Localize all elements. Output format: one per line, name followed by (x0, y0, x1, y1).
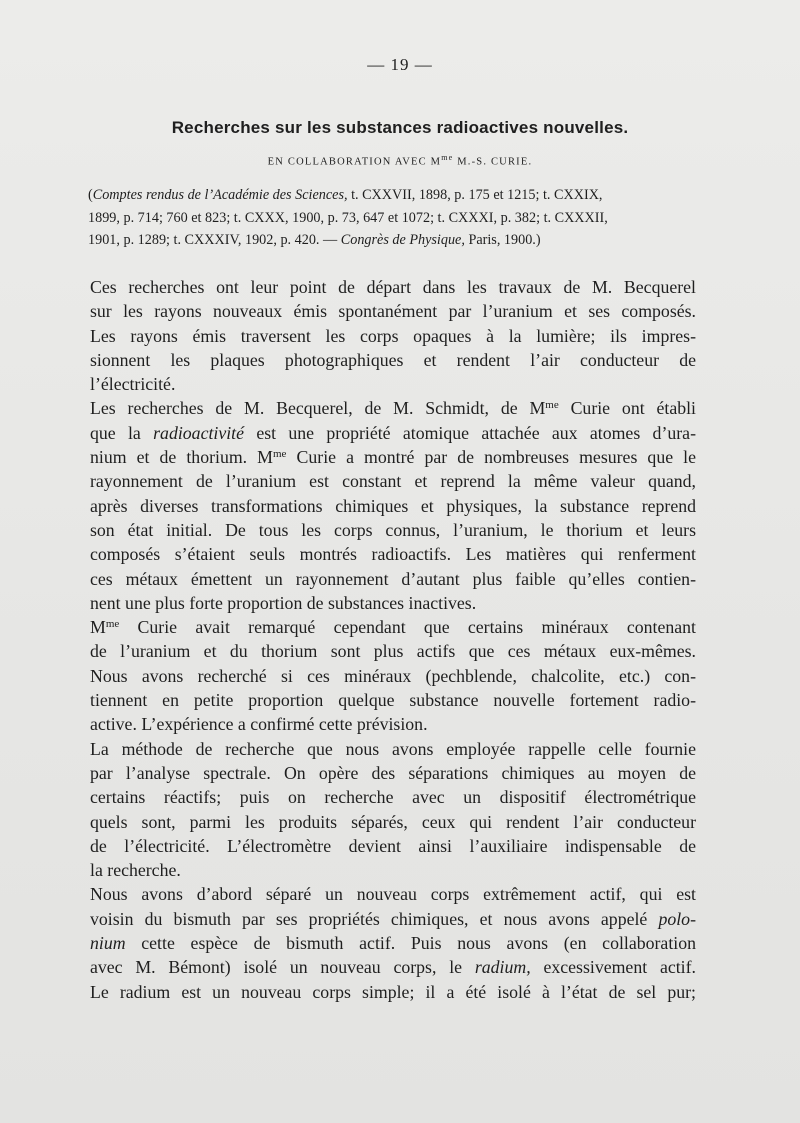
text-line: Nous avons recherché si ces minéraux (pechblende, chalcolite, etc.) con- (90, 665, 696, 686)
text-line: nium cette espèce de bismuth actif. Puis nous avons (en collaboration (90, 933, 696, 954)
page-number: — 19 — (367, 55, 433, 74)
text-line: voisin du bismuth par ses propriétés chimiques, et nous avons appelé polo- (90, 908, 696, 929)
text-line: Les recherches de M. Becquerel, de M. Schmidt, de $M^{me}$ Curie ont établi (90, 398, 696, 419)
citation-line: 1899, p. 714; 760 et 823; t. CXXX, 1900, p. 73, 647 et 1072; t. CXXXI, p. 382; t. CXXXII, (88, 209, 608, 226)
text-line: l’électricité. (90, 374, 176, 395)
text-line: Le radium est un nouveau corps simple; il a été isolé à l’état de sel pur; (90, 981, 696, 1002)
text-line: par l’analyse spectrale. On opère des séparations chimiques au moyen de (90, 762, 696, 783)
text-line: de l’électricité. L’électromètre devient ainsi l’auxiliaire indispensable de (90, 835, 696, 856)
text-line: active. L’expérience a confirmé cette prévision. (90, 714, 428, 735)
text-line: de l’uranium et du thorium sont plus actifs que ces métaux eux-mêmes. (90, 641, 696, 662)
text-line: Ces recherches ont leur point de départ dans les travaux de M. Becquerel (90, 277, 696, 297)
text-line: certains réactifs; puis on recherche avec un dispositif électrométrique (90, 787, 696, 808)
text-line: ces métaux émettent un rayonnement d’autant plus faible qu’elles contien- (90, 568, 696, 589)
text-line: Nous avons d’abord séparé un nouveau corps extrêmement actif, qui est (90, 884, 696, 905)
text-line: la recherche. (90, 860, 181, 881)
text-line: tiennent en petite proportion quelque substance nouvelle fortement radio- (90, 690, 696, 711)
text-line: rayonnement de l’uranium est constant et reprend la même valeur quand, (90, 471, 696, 492)
text-line: son état initial. De tous les corps connus, l’uranium, le thorium et leurs (90, 519, 696, 540)
body-text (90, 275, 696, 1004)
text-line: sionnent les plaques photographiques et rendent l’air conducteur de (90, 349, 696, 370)
citation-block (88, 184, 696, 252)
text-line: composés s’étaient seuls montrés radioactifs. Les matières qui renferment (90, 544, 696, 565)
text-line: après diverses transformations chimiques et physiques, la substance reprend (90, 495, 696, 516)
citation-line: (Comptes rendus de l’Académie des Sciences, t. CXXVII, 1898, p. 175 et 1215; t. CXXIX, (88, 187, 603, 203)
text-line: que la radioactivité est une propriété atomique attachée aux atomes d’ura- (90, 422, 696, 443)
article-title: Recherches sur les substances radioactives nouvelles. (171, 118, 629, 137)
text-line: Les rayons émis traversent les corps opaques à la lumière; ils impres- (90, 325, 696, 346)
text-line: $M^{me}$ Curie avait remarqué cependant que certains minéraux contenant (90, 617, 696, 638)
text-line: La méthode de recherche que nous avons employée rappelle celle fournie (90, 738, 696, 759)
citation-line: 1901, p. 1289; t. CXXXIV, 1902, p. 420. — Congrès de Physique, Paris, 1900.) (88, 232, 541, 248)
collaboration-note: EN COLLABORATION AVEC $M^{me}$ M.-S. CURIE. (267, 153, 533, 168)
text-line: avec M. Bémont) isolé un nouveau corps, le radium, excessivement actif. (90, 957, 696, 978)
text-line: quels sont, parmi les produits séparés, ceux qui rendent l’air conducteur (90, 811, 696, 832)
text-line: nent une plus forte proportion de substances inactives. (90, 592, 477, 613)
text-line: sur les rayons nouveaux émis spontanément par l’uranium et ses composés. (90, 301, 696, 322)
text-line: nium et de thorium. $M^{me}$ Curie a montré par de nombreuses mesures que le (90, 447, 697, 468)
